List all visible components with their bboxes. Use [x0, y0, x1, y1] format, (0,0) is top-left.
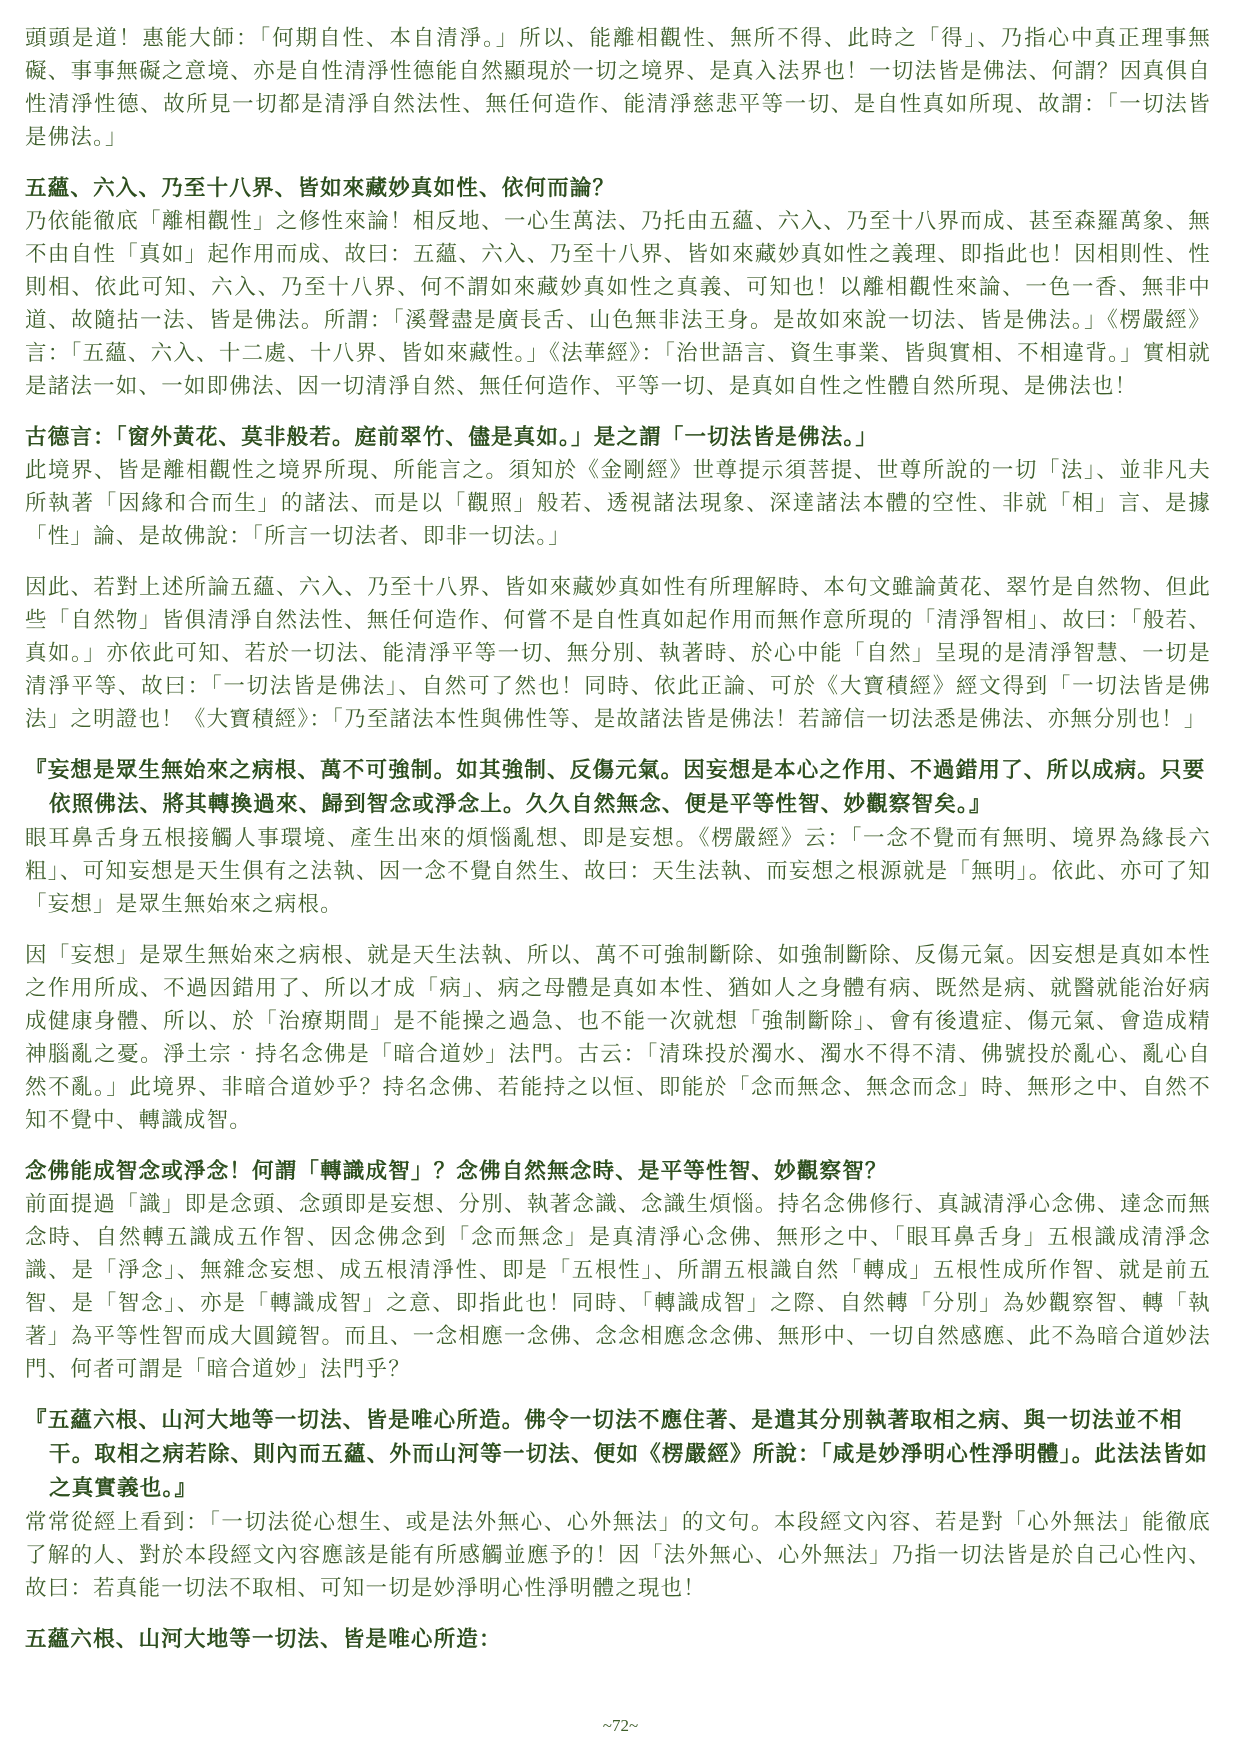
paragraph-7: 前面提過「識」即是念頭、念頭即是妄想、分別、執著念識、念識生煩惱。持名念佛修行、真誠清淨心念佛、達念而無念時、自然轉五識成五作智、因念佛念到「念而無念」是真清淨心念佛、無形之中、「眼耳鼻舌身」五根識成清淨念識、是「淨念」、無雜念妄想、成五根清淨性、即是「五根性」、所謂五根識自然「轉成」五根性成所作智、就是前五智、是「智念」、亦是「轉識成智」之意、即指此也！同時、「轉識成智」之際、自然轉「分別」為妙觀察智、轉「執著」為平等性智而成大圓鏡智。而且、一念相應一念佛、念念相應念念佛、無形中、一切自然感應、此不為暗合道妙法門、何者可謂是「暗合道妙」法門乎？ — [25, 1192, 1211, 1382]
section-heading-2: 古德言：「窗外黃花、莫非般若。庭前翠竹、儘是真如。」是之謂「一切法皆是佛法。」 — [25, 425, 879, 450]
paragraph-6: 因「妄想」是眾生無始來之病根、就是天生法執、所以、萬不可強制斷除、如強制斷除、反傷元氣。因妄想是真如本性之作用所成、不過因錯用了、所以才成「病」、病之母體是真如本性、猶如人之身體有病、既然是病、就醫就能治好病成健康身體、所以、於「治療期間」是不能操之過急、也不能一次就想「強制斷除」、會有後遺症、傷元氣、會造成精神腦亂之憂。淨土宗‧持名念佛是「暗合道妙」法門。古云：「清珠投於濁水、濁水不得不清、佛號投於亂心、亂心自然不亂。」此境界、非暗合道妙乎？持名念佛、若能持之以恒、即能於「念而無念、無念而念」時、無形之中、自然不知不覺中、轉識成智。 — [25, 943, 1211, 1133]
scripture-quote-2: 『五蘊六根、山河大地等一切法、皆是唯心所造。佛令一切法不應住著、是遣其分別執著取相之病、與一切法並不相干。取相之病若除、則內而五蘊、外而山河等一切法、便如《楞嚴經》所說：「咸是妙淨明心性淨明體」。此法法皆如之真實義也。』 — [25, 1408, 1208, 1501]
paragraph-4: 因此、若對上述所論五蘊、六入、乃至十八界、皆如來藏妙真如性有所理解時、本句文雖論黃花、翠竹是自然物、但此些「自然物」皆俱清淨自然法性、無任何造作、何嘗不是自性真如起作用而無作意所現的「清淨智相」、故曰：「般若、真如。」亦依此可知、若於一切法、能清淨平等一切、無分別、執著時、於心中能「自然」呈現的是清淨智慧、一切是清淨平等、故曰：「一切法皆是佛法」、自然可了然也！同時、依此正論、可於《大寶積經》經文得到「一切法皆是佛法」之明證也！《大寶積經》：「乃至諸法本性與佛性等、是故諸法皆是佛法！若諦信一切法悉是佛法、亦無分別也！」 — [25, 575, 1211, 732]
paragraph-2: 乃依能徹底「離相觀性」之修性來論！相反地、一心生萬法、乃托由五蘊、六入、乃至十八界而成、甚至森羅萬象、無不由自性「真如」起作用而成、故曰：五蘊、六入、乃至十八界、皆如來藏妙真如性之義理、即指此也！因相則性、性則相、依此可知、六入、乃至十八界、何不謂如來藏妙真如性之真義、可知也！以離相觀性來論、一色一香、無非中道、故隨拈一法、皆是佛法。所謂：「溪聲盡是廣長舌、山色無非法王身。是故如來說一切法、皆是佛法。」《楞嚴經》言：「五蘊、六入、十二處、十八界、皆如來藏性。」《法華經》：「治世語言、資生事業、皆與實相、不相違背。」實相就是諸法一如、一如即佛法、因一切清淨自然、無任何造作、平等一切、是真如自性之性體自然所現、是佛法也！ — [25, 209, 1211, 399]
paragraph-8: 常常從經上看到：「一切法從心想生、或是法外無心、心外無法」的文句。本段經文內容、若是對「心外無法」能徹底了解的人、對於本段經文內容應該是能有所感觸並應予的！因「法外無心、心外無法」乃指一切法皆是於自己心性內、故曰：若真能一切法不取相、可知一切是妙淨明心性淨明體之現也！ — [25, 1510, 1211, 1601]
paragraph-3: 此境界、皆是離相觀性之境界所現、所能言之。須知於《金剛經》世尊提示須菩提、世尊所說的一切「法」、並非凡夫所執著「因緣和合而生」的諸法、而是以「觀照」般若、透視諸法現象、深達諸法本體的空性、非就「相」言、是據「性」論、是故佛說：「所言一切法者、即非一切法。」 — [25, 458, 1211, 549]
page-number: ~72~ — [602, 1716, 639, 1735]
scripture-quote-1: 『妄想是眾生無始來之病根、萬不可強制。如其強制、反傷元氣。因妄想是本心之作用、不過錯用了、所以成病。只要依照佛法、將其轉換過來、歸到智念或淨念上。久久自然無念、便是平等性智、妙觀察智矣。』 — [25, 758, 1206, 817]
section-heading-3: 念佛能成智念或淨念！何謂「轉識成智」？念佛自然無念時、是平等性智、妙觀察智？ — [25, 1159, 888, 1184]
section-heading-4: 五蘊六根、山河大地等一切法、皆是唯心所造： — [25, 1627, 502, 1652]
paragraph-1: 頭頭是道！惠能大師：「何期自性、本自清淨。」所以、能離相觀性、無所不得、此時之「得」、乃指心中真正理事無礙、事事無礙之意境、亦是自性清淨性德能自然顯現於一切之境界、是真入法界也！一切法皆是佛法、何謂？因真俱自性清淨性德、故所見一切都是清淨自然法性、無任何造作、能清淨慈悲平等一切、是自性真如所現、故謂：「一切法皆是佛法。」 — [25, 26, 1211, 150]
section-heading-1: 五蘊、六入、乃至十八界、皆如來藏妙真如性、依何而論？ — [25, 176, 616, 201]
paragraph-5: 眼耳鼻舌身五根接觸人事環境、產生出來的煩惱亂想、即是妄想。《楞嚴經》云：「一念不覺而有無明、境界為緣長六粗」、可知妄想是天生俱有之法執、因一念不覺自然生、故曰：天生法執、而妄想之根源就是「無明」。依此、亦可了知「妄想」是眾生無始來之病根。 — [25, 826, 1211, 917]
